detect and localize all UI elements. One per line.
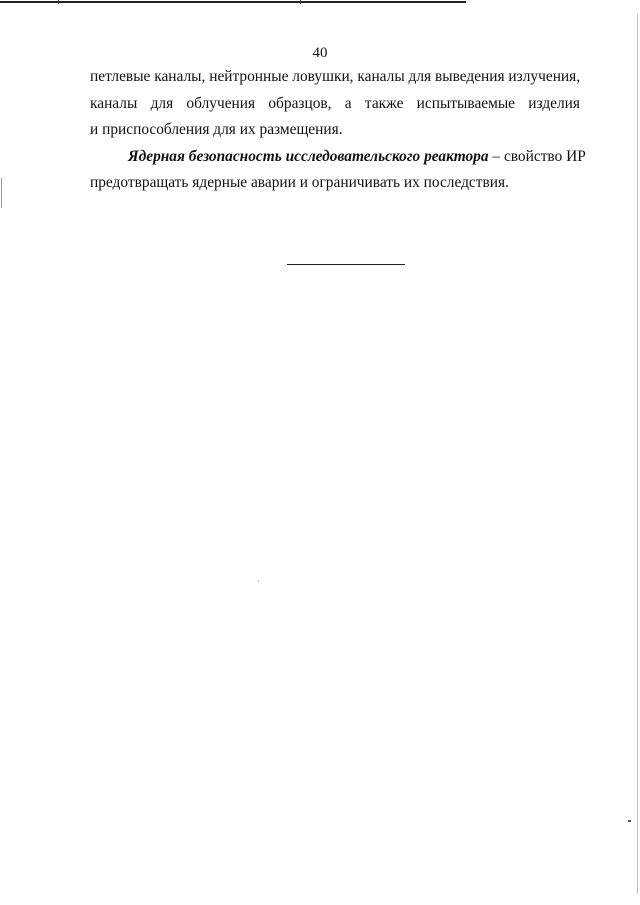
scan-speck xyxy=(628,820,631,822)
text-line: и приспособления для их размещения. xyxy=(90,121,343,138)
definition-start: – свойство ИР xyxy=(488,147,586,165)
scan-edge-left xyxy=(1,178,2,208)
paragraph-definition xyxy=(90,144,586,197)
text-line xyxy=(90,144,586,171)
scan-tick-mark xyxy=(300,0,301,4)
paragraph-continuation xyxy=(90,64,580,144)
text-line: каналы для облучения образцов, а также испытываемые изделия xyxy=(90,94,580,112)
scan-speck xyxy=(258,580,259,582)
scan-border-top xyxy=(0,1,466,3)
text-line: петлевые каналы, нейтронные ловушки, каналы для выведения излучения, xyxy=(90,68,581,85)
defined-term: Ядерная безопасность исследовательского реактора xyxy=(128,147,489,165)
page-number: 40 xyxy=(312,45,328,61)
section-end-rule xyxy=(287,264,405,265)
body-text xyxy=(90,64,586,197)
scan-tick-mark xyxy=(58,0,59,4)
scan-edge-right xyxy=(637,14,638,894)
text-line: предотвращать ядерные аварии и ограничивать их последствия. xyxy=(90,174,509,191)
